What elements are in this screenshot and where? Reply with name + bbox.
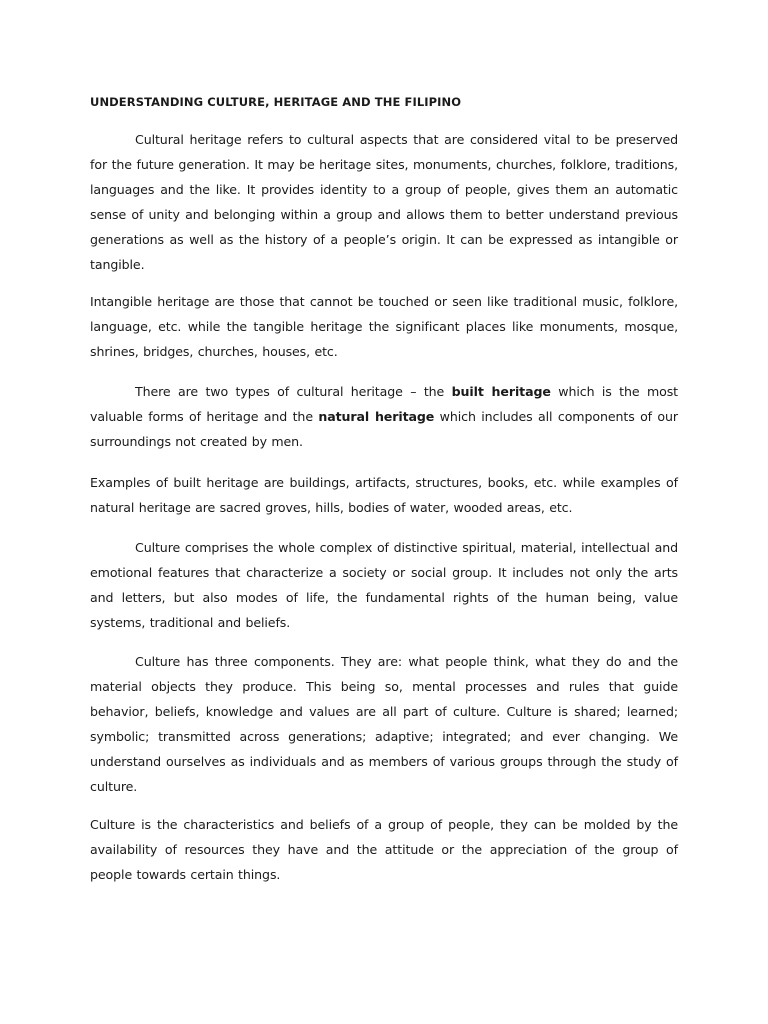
paragraph-culture-characteristics: Culture is the characteristics and beliefs of a group of people, they can be molded by the availability of resources they have and the attitude or the appreciation of the group of people towards certain things.	[90, 817, 678, 882]
document-title: UNDERSTANDING CULTURE, HERITAGE AND THE FILIPINO	[90, 95, 462, 109]
document-page	[90, 93, 678, 903]
paragraph-intangible-heritage: Intangible heritage are those that cannot be touched or seen like traditional music, folklore, language, etc. while the tangible heritage the significant places like monuments, mosque, shrines, bridges, churches, houses, etc.	[90, 294, 678, 359]
paragraph-text: There are two types of cultural heritage – the	[135, 384, 452, 399]
paragraph-cultural-heritage-definition: Cultural heritage refers to cultural aspects that are considered vital to be preserved for the future generation. It may be heritage sites, monuments, churches, folklore, traditions, languages and the like. It provides identity to a group of people, gives them an automatic sense of unity and belonging within a group and allows them to better understand previous generations as well as the history of a people’s origin. It can be expressed as intangible or tangible.	[90, 132, 678, 272]
paragraph-heritage-examples: Examples of built heritage are buildings, artifacts, structures, books, etc. while examples of natural heritage are sacred groves, hills, bodies of water, wooded areas, etc.	[90, 475, 678, 515]
paragraph-text: which is the most valuable forms of heritage and the	[90, 384, 679, 424]
term-natural-heritage: natural heritage	[318, 409, 435, 424]
term-built-heritage: built heritage	[451, 384, 551, 399]
paragraph-culture-components: Culture has three components. They are: what people think, what they do and the material objects they produce. This being so, mental processes and rules that guide behavior, beliefs, knowledge and values are all part of culture. Culture is shared; learned; symbolic; transmitted across generations; adaptive; integrated; and ever changing. We understand ourselves as individuals and as members of various groups through the study of culture.	[90, 654, 678, 794]
paragraph-culture-definition: Culture comprises the whole complex of distinctive spiritual, material, intellectual and emotional features that characterize a society or social group. It includes not only the arts and letters, but also modes of life, the fundamental rights of the human being, value systems, traditional and beliefs.	[90, 540, 678, 630]
paragraph-types-of-heritage	[90, 379, 678, 454]
paragraph-text: which includes all components of our surroundings not created by men.	[90, 409, 678, 449]
